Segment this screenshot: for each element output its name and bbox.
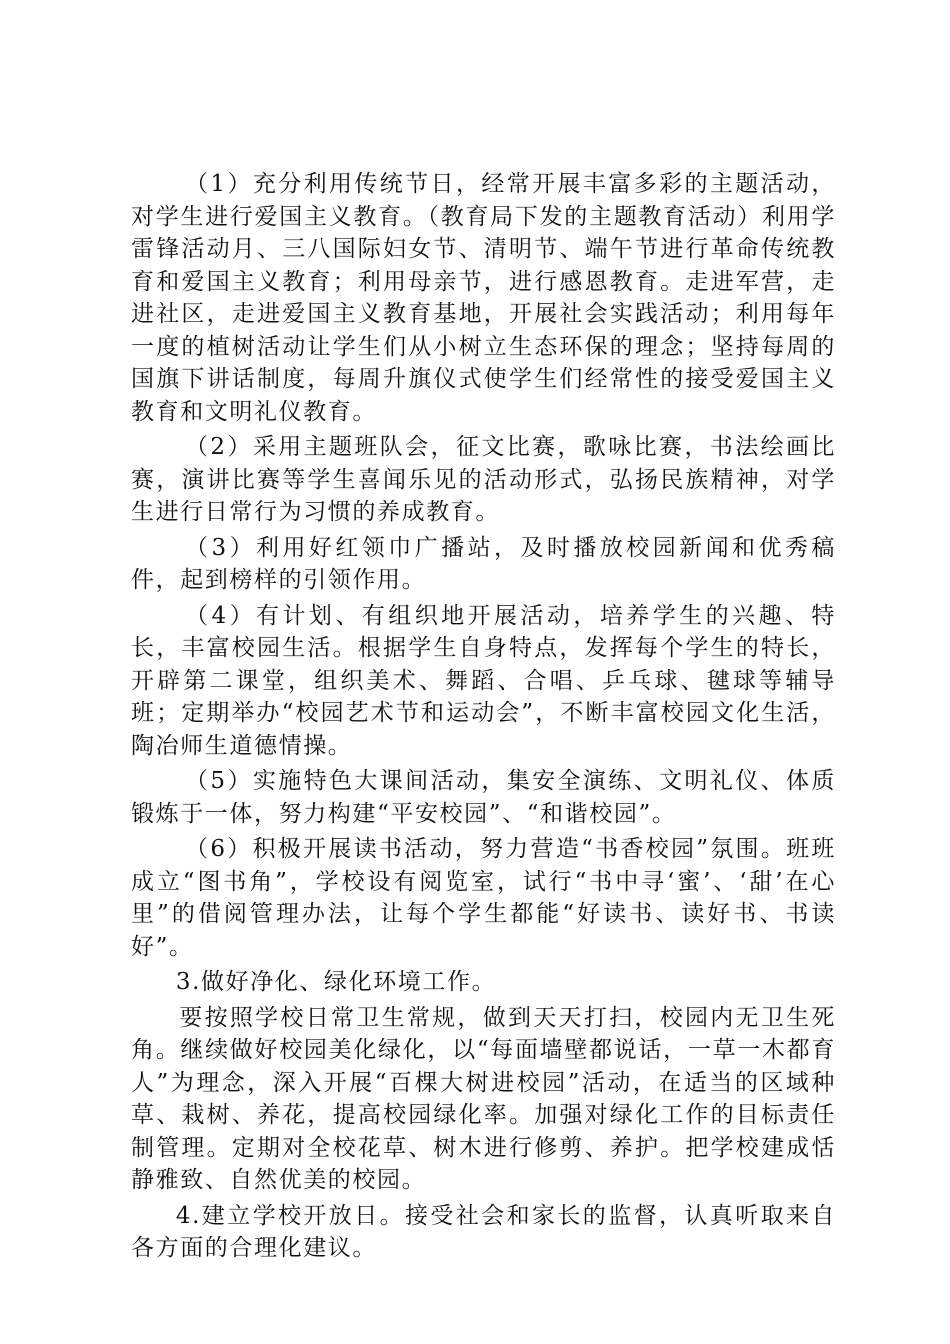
paragraph-item-3: （3）利用好红领巾广播站，及时播放校园新闻和优秀稿件，起到榜样的引领作用。 xyxy=(131,534,836,593)
paragraph-item-2: （2）采用主题班队会，征文比赛，歌咏比赛，书法绘画比赛，演讲比赛等学生喜闻乐见的活动形式，弘扬民族精神，对学生进行日常行为习惯的养成教育。 xyxy=(131,434,836,525)
paragraph-item-4: （4）有计划、有组织地开展活动，培养学生的兴趣、特长，丰富校园生活。根据学生自身特点，发挥每个学生的特长，开辟第二课堂，组织美术、舞蹈、合唱、乒乓球、毽球等辅导班；定期举办“校园艺术节和运动会”，不断丰富校园文化生活，陶冶师生道德情操。 xyxy=(131,602,836,759)
paragraph-item-6: （6）积极开展读书活动，努力营造“书香校园”氛围。班班成立“图书角”，学校设有阅览室，试行“书中寻‘蜜’、‘甜’在心里”的借阅管理办法，让每个学生都能“好读书、读好书、书读好”。 xyxy=(131,836,836,960)
paragraph-item-1: （1）充分利用传统节日，经常开展丰富多彩的主题活动，对学生进行爱国主义教育。（教育局下发的主题教育活动）利用学雷锋活动月、三八国际妇女节、清明节、端午节进行革命传统教育和爱国主义教育；利用母亲节，进行感恩教育。走进军营，走进社区，走进爱国主义教育基地，开展社会实践活动；利用每年一度的植树活动让学生们从小树立生态环保的理念；坚持每周的国旗下讲话制度，每周升旗仪式使学生们经常性的接受爱国主义教育和文明礼仪教育。 xyxy=(131,171,836,425)
document-body xyxy=(131,168,836,1268)
section-heading-4: 4.建立学校开放日。接受社会和家长的监督，认真听取来自各方面的合理化建议。 xyxy=(131,1202,836,1261)
paragraph-environment: 要按照学校日常卫生常规，做到天天打扫，校园内无卫生死角。继续做好校园美化绿化，以“每面墙壁都说话，一草一木都育人”为理念，深入开展“百棵大树进校园”活动，在适当的区域种草、栽树、养花，提高校园绿化率。加强对绿化工作的目标责任制管理。定期对全校花草、树木进行修剪、养护。把学校建成恬静雅致、自然优美的校园。 xyxy=(131,1004,836,1193)
section-heading-3: 3.做好净化、绿化环境工作。 xyxy=(175,969,497,995)
paragraph-item-5: （5）实施特色大课间活动，集安全演练、文明礼仪、体质锻炼于一体，努力构建“平安校园”、“和谐校园”。 xyxy=(131,768,836,827)
